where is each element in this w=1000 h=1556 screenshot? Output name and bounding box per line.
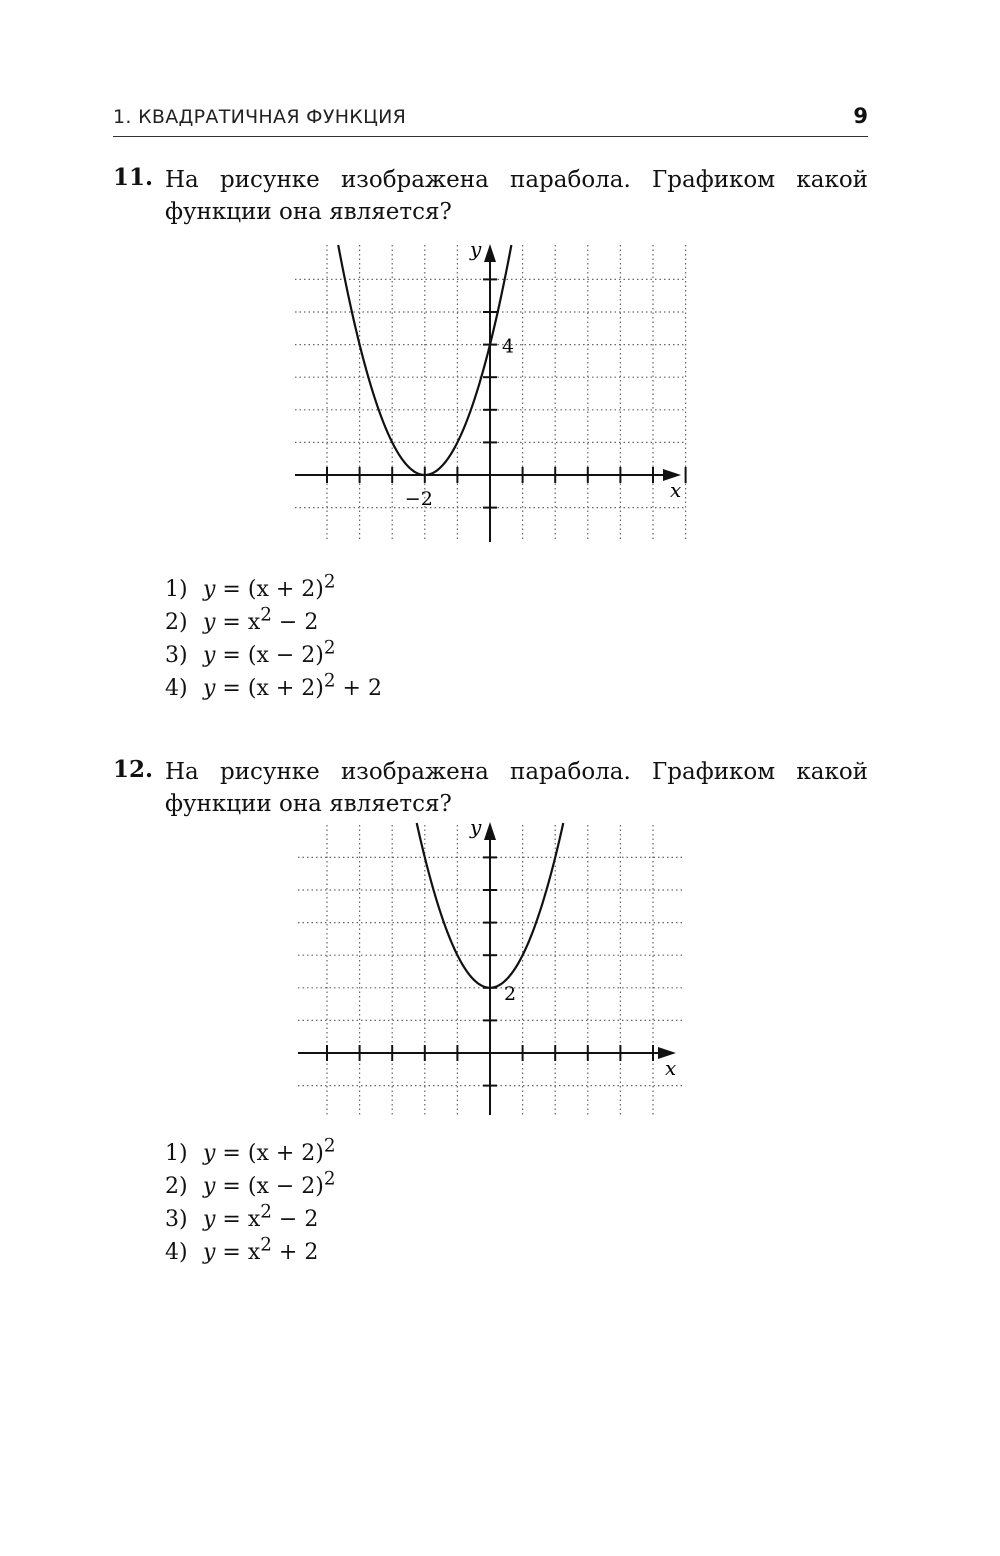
- option-number: 4): [165, 1240, 188, 1266]
- option-expr: = (x + 2): [215, 676, 324, 702]
- option-var: y: [203, 676, 216, 702]
- problem-number: 11.: [113, 164, 154, 191]
- page-number: 9: [853, 104, 868, 128]
- option-expr: = x: [215, 1240, 261, 1266]
- y-axis-arrow: [484, 822, 496, 840]
- option-exp: 2: [323, 572, 336, 593]
- parabola-graph-12: [290, 820, 690, 1120]
- answer-option[interactable]: [165, 1229, 336, 1266]
- answer-option[interactable]: [165, 665, 382, 702]
- option-tail: − 2: [271, 1207, 319, 1233]
- option-number: 1): [165, 577, 188, 603]
- problem-11: [113, 164, 868, 234]
- option-number: 3): [165, 643, 188, 669]
- tick-label-y: 2: [504, 982, 517, 1005]
- option-number: 2): [165, 1174, 188, 1200]
- option-exp: 2: [323, 671, 336, 692]
- option-exp: 2: [323, 1169, 336, 1190]
- problem-number: 12.: [113, 756, 154, 783]
- option-var: y: [203, 1240, 216, 1266]
- problem-12: [113, 756, 868, 826]
- tick-label-y: 4: [502, 335, 515, 358]
- option-expr: = (x + 2): [215, 577, 324, 603]
- answer-option[interactable]: [165, 1196, 336, 1233]
- y-axis-arrow: [484, 244, 496, 262]
- answer-option[interactable]: [165, 632, 382, 669]
- option-number: 3): [165, 1207, 188, 1233]
- problem-text: На рисунке изображена парабола. Графиком какой функции она является?: [165, 167, 868, 225]
- y-axis-label: y: [470, 820, 482, 839]
- option-tail: − 2: [271, 610, 319, 636]
- parabola-graph-11: [290, 240, 690, 550]
- answer-options-11: [165, 566, 382, 702]
- x-axis-label: x: [670, 478, 682, 502]
- option-exp: 2: [323, 638, 336, 659]
- option-exp: 2: [323, 1136, 336, 1157]
- option-tail: + 2: [271, 1240, 319, 1266]
- axes: [295, 244, 681, 542]
- ticks: [327, 279, 686, 507]
- option-exp: 2: [260, 1202, 272, 1223]
- running-header: [113, 104, 868, 137]
- option-expr: = x: [215, 1207, 261, 1233]
- option-exp: 2: [260, 605, 272, 626]
- x-axis-label: x: [665, 1056, 677, 1080]
- tick-label-x: −2: [404, 488, 433, 510]
- option-var: y: [203, 610, 216, 636]
- option-expr: = (x + 2): [215, 1141, 324, 1167]
- option-var: y: [203, 643, 216, 669]
- option-exp: 2: [260, 1235, 272, 1256]
- option-expr: = (x − 2): [215, 1174, 324, 1200]
- option-var: y: [203, 1207, 216, 1233]
- option-expr: = (x − 2): [215, 643, 324, 669]
- option-number: 2): [165, 610, 188, 636]
- axes: [298, 822, 676, 1115]
- answer-option[interactable]: [165, 566, 382, 603]
- y-axis-label: y: [470, 240, 482, 261]
- answer-option[interactable]: [165, 1130, 336, 1167]
- option-expr: = x: [215, 610, 261, 636]
- option-var: y: [203, 577, 216, 603]
- answer-option[interactable]: [165, 599, 382, 636]
- problem-text: На рисунке изображена парабола. Графиком какой функции она является?: [165, 759, 868, 817]
- option-var: y: [203, 1174, 216, 1200]
- option-var: y: [203, 1141, 216, 1167]
- option-tail: + 2: [335, 676, 382, 702]
- answer-options-12: [165, 1130, 336, 1266]
- answer-option[interactable]: [165, 1163, 336, 1200]
- option-number: 4): [165, 676, 188, 702]
- option-number: 1): [165, 1141, 188, 1167]
- chapter-title: 1. КВАДРАТИЧНАЯ ФУНКЦИЯ: [113, 106, 407, 128]
